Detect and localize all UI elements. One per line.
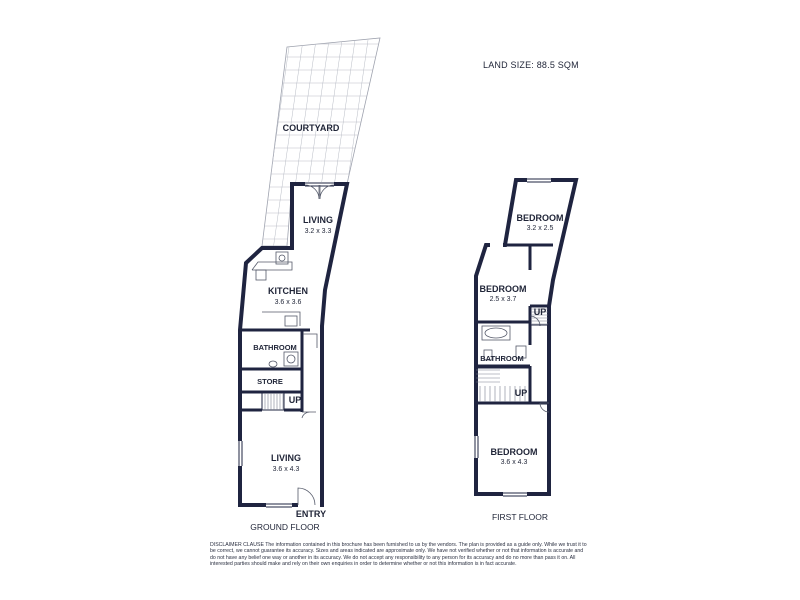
bedroom-mid-title: BEDROOM	[479, 284, 527, 294]
bedroom-mid-dims: 2.5 x 3.7	[489, 296, 517, 303]
first-stair-up-label: UP	[514, 388, 528, 398]
living-front-title: LIVING	[270, 453, 302, 463]
entry-label: ENTRY	[295, 509, 327, 519]
courtyard-title: COURTYARD	[282, 123, 340, 133]
first-upper-stair-label: UP	[533, 307, 547, 317]
land-size-label: LAND SIZE: 88.5 SQM	[483, 60, 579, 70]
living-rear-dims: 3.2 x 3.3	[304, 228, 332, 235]
ground-stair-up-label: UP	[288, 395, 302, 405]
store-title: STORE	[257, 377, 283, 386]
bedroom-front-dims: 3.6 x 4.3	[500, 459, 528, 466]
first-bathroom-title: BATHROOM	[480, 354, 524, 363]
bedroom-rear-dims: 3.2 x 2.5	[526, 225, 554, 232]
ground-stairs	[262, 393, 284, 410]
first-floor-caption: FIRST FLOOR	[491, 512, 549, 522]
ground-floor-plan	[182, 38, 433, 507]
ground-bathroom-title: BATHROOM	[253, 343, 297, 352]
bedroom-rear-title: BEDROOM	[516, 213, 564, 223]
bedroom-front-title: BEDROOM	[490, 447, 538, 457]
kitchen-title: KITCHEN	[268, 286, 308, 296]
living-front-dims: 3.6 x 4.3	[272, 466, 300, 473]
disclaimer-text: DISCLAIMER CLAUSE The information contained in this brochure has been furnished to us by the vendors. The plan is provided as a guide only. While we trust it to be correct, we cannot guarantee its accuracy. Sizes and areas indicated are approximate only. We have not verified whether or not that information is accurate and do not have any belief one way or another in its accuracy. We do not accept any responsibility to any person for its accuracy and do no more than pass it on. All interested parties should make and rely on their own enquiries in order to determine whether or not this information is in fact accurate.	[210, 542, 587, 568]
kitchen-dims: 3.6 x 3.6	[274, 299, 302, 306]
ground-floor-caption: GROUND FLOOR	[250, 522, 320, 532]
living-rear-title: LIVING	[302, 215, 334, 225]
